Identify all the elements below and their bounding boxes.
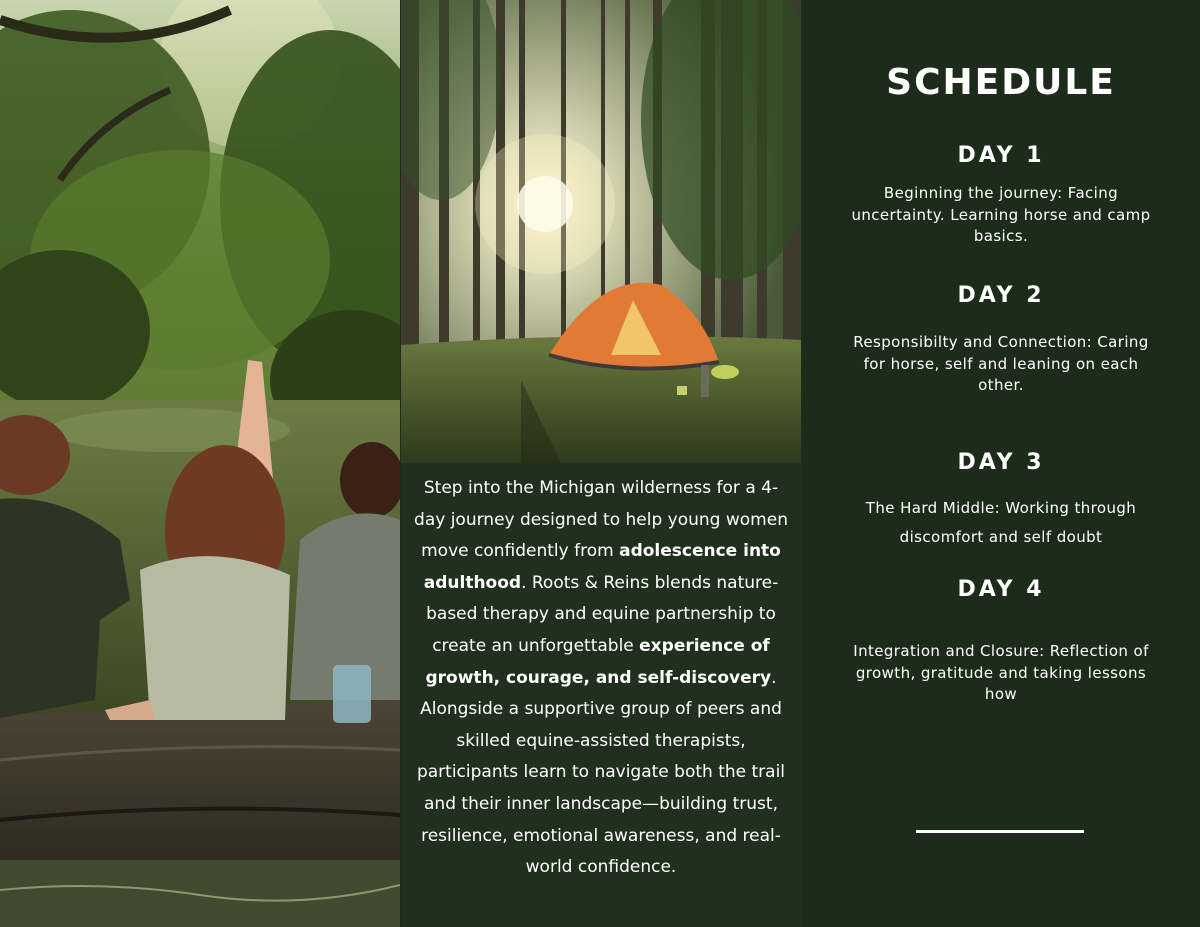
intro-text-3: . Alongside a supportive group of peers and skilled equine-assisted therapists, participants learn to navigate both the trail and their inner landscape—building trust, resilience, emotional awareness, and real-world confidence.	[416, 667, 786, 878]
day-4-description: Integration and Closure: Reflection of growth, gratitude and taking lessons how	[853, 642, 1149, 703]
divider-line	[916, 830, 1084, 833]
girls-by-creek-photo	[0, 0, 400, 927]
creek-photo-panel	[0, 0, 400, 927]
day-4-heading: DAY 4	[957, 577, 1045, 602]
day-1-description: Beginning the journey: Facing uncertainty. Learning horse and camp basics.	[851, 184, 1151, 245]
intro-text-2: . Roots & Reins blends nature-based therapy and equine partnership to create an unforgettable	[426, 572, 779, 656]
day-1-heading: DAY 1	[957, 143, 1045, 168]
intro-text-1: Step into the Michigan wilderness for a 4-day journey designed to help young women move confidently from	[414, 478, 788, 562]
intro-panel	[401, 0, 801, 927]
tent-in-forest-photo	[401, 0, 801, 463]
day-2-description: Responsibilty and Connection: Caring for horse, self and leaning on each other.	[853, 333, 1149, 394]
intro-bold-1: adolescence into adulthood	[423, 541, 781, 593]
day-3-description: The Hard Middle: Working through discomfort and self doubt	[865, 499, 1137, 546]
intro-bold-2: experience of growth, courage, and self-discovery	[425, 635, 772, 688]
day-3-heading: DAY 3	[957, 450, 1045, 475]
schedule-title: SCHEDULE	[886, 62, 1116, 103]
day-2-heading: DAY 2	[957, 283, 1045, 308]
schedule-panel	[802, 0, 1200, 927]
intro-paragraph	[401, 473, 801, 884]
